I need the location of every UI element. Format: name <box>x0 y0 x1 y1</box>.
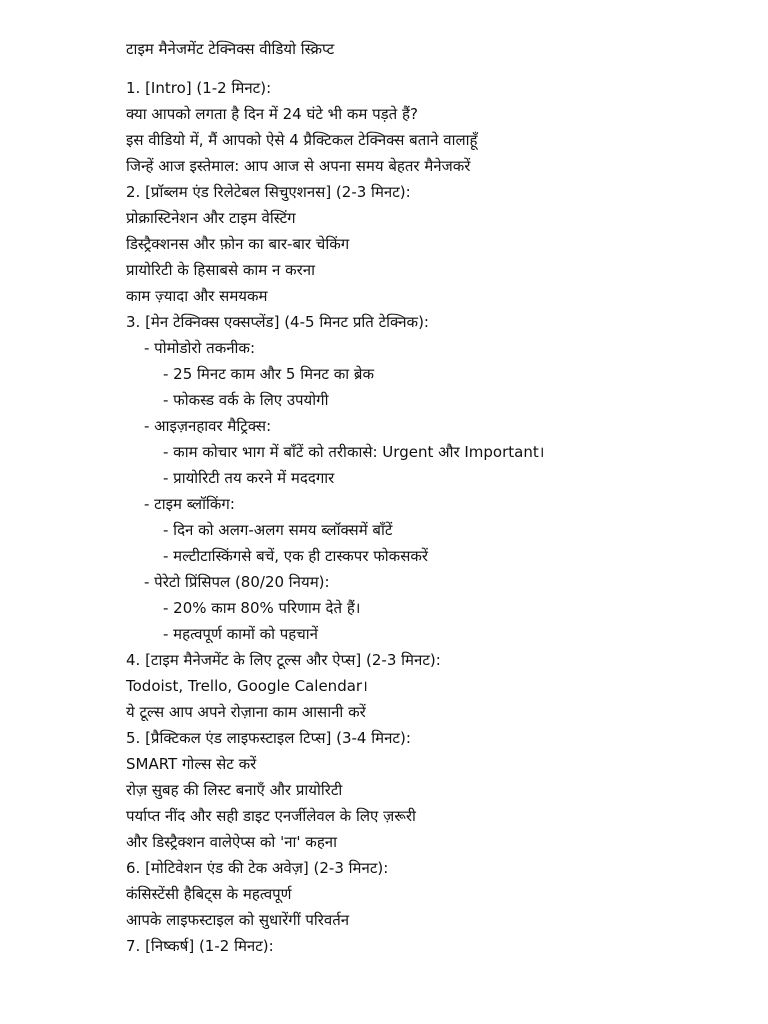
outline-line: - काम कोचार भाग में बाँटें को तरीकासे: Urgent और Important। <box>163 443 545 461</box>
outline-line: 5. [प्रैक्टिकल एंड लाइफस्टाइल टिप्स] (3-4 मिनट): <box>126 729 411 747</box>
outline-line: - मल्टीटास्किंगसे बचें, एक ही टास्कपर फोकसकरें <box>163 547 428 565</box>
outline-line: 4. [टाइम मैनेजमेंट के लिए टूल्स और ऐप्स] (2-3 मिनट): <box>126 651 441 669</box>
outline-line: - पेरेटो प्रिंसिपल (80/20 नियम): <box>144 573 330 591</box>
outline-line: जिन्हें आज इस्तेमाल: आप आज से अपना समय बेहतर मैनेजकरें <box>126 157 471 175</box>
outline-line: और डिस्ट्रैक्शन वालेऐप्स को 'ना' कहना <box>126 833 337 851</box>
outline-line: - प्रायोरिटी तय करने में मददगार <box>163 469 335 487</box>
document-title: टाइम मैनेजमेंट टेक्निक्स वीडियो स्क्रिप्ट <box>126 40 335 58</box>
outline-line: रोज़ सुबह की लिस्ट बनाएँ और प्रायोरिटी <box>126 781 343 799</box>
outline-line: कंसिस्टेंसी हैबिट्स के महत्वपूर्ण <box>126 885 292 903</box>
outline-line: - टाइम ब्लॉकिंग: <box>144 495 235 513</box>
outline-line: ये टूल्स आप अपने रोज़ाना काम आसानी करें <box>126 703 366 721</box>
outline-line: काम ज़्यादा और समयकम <box>126 287 268 305</box>
outline-line: आपके लाइफस्टाइल को सुधारेंगीं परिवर्तन <box>126 911 350 929</box>
outline-line: 3. [मेन टेक्निक्स एक्सप्लेंड] (4-5 मिनट प्रति टेक्निक): <box>126 313 429 331</box>
outline-line: प्रोक्रास्टिनेशन और टाइम वेस्टिंग <box>126 209 296 227</box>
outline-line: - महत्वपूर्ण कामों को पहचानें <box>163 625 318 643</box>
outline-line: Todoist, Trello, Google Calendar। <box>126 677 368 695</box>
outline-line: पर्याप्त नींद और सही डाइट एनर्जीलेवल के लिए ज़रूरी <box>126 807 416 825</box>
script-outline <box>126 75 746 959</box>
outline-line: 6. [मोटिवेशन एंड की टेक अवेज़] (2-3 मिनट): <box>126 859 389 877</box>
document-body <box>126 36 746 959</box>
outline-line: - 20% काम 80% परिणाम देते हैं। <box>163 599 361 617</box>
outline-line: 7. [निष्कर्ष] (1-2 मिनट): <box>126 937 274 955</box>
outline-line: - पोमोडोरो तकनीक: <box>144 339 255 357</box>
outline-line: - आइज़नहावर मैट्रिक्स: <box>144 417 272 435</box>
outline-line: प्रायोरिटी के हिसाबसे काम न करना <box>126 261 315 279</box>
outline-line: क्या आपको लगता है दिन में 24 घंटे भी कम पड़ते हैं? <box>126 105 418 123</box>
outline-line: डिस्ट्रैक्शनस और फ़ोन का बार-बार चेकिंग <box>126 235 350 253</box>
outline-line: SMART गोल्स सेट करें <box>126 755 257 773</box>
outline-line: इस वीडियो में, मैं आपको ऐसे 4 प्रैक्टिकल टेक्निक्स बताने वालाहूँ <box>126 131 478 149</box>
outline-line: - फोकस्ड वर्क के लिए उपयोगी <box>163 391 329 409</box>
outline-line: 1. [Intro] (1-2 मिनट): <box>126 79 272 97</box>
outline-line: - 25 मिनट काम और 5 मिनट का ब्रेक <box>163 365 375 383</box>
outline-line: 2. [प्रॉब्लम एंड रिलेटेबल सिचुएशनस] (2-3 मिनट): <box>126 183 411 201</box>
outline-line: - दिन को अलग-अलग समय ब्लॉक्समें बाँटें <box>163 521 393 539</box>
